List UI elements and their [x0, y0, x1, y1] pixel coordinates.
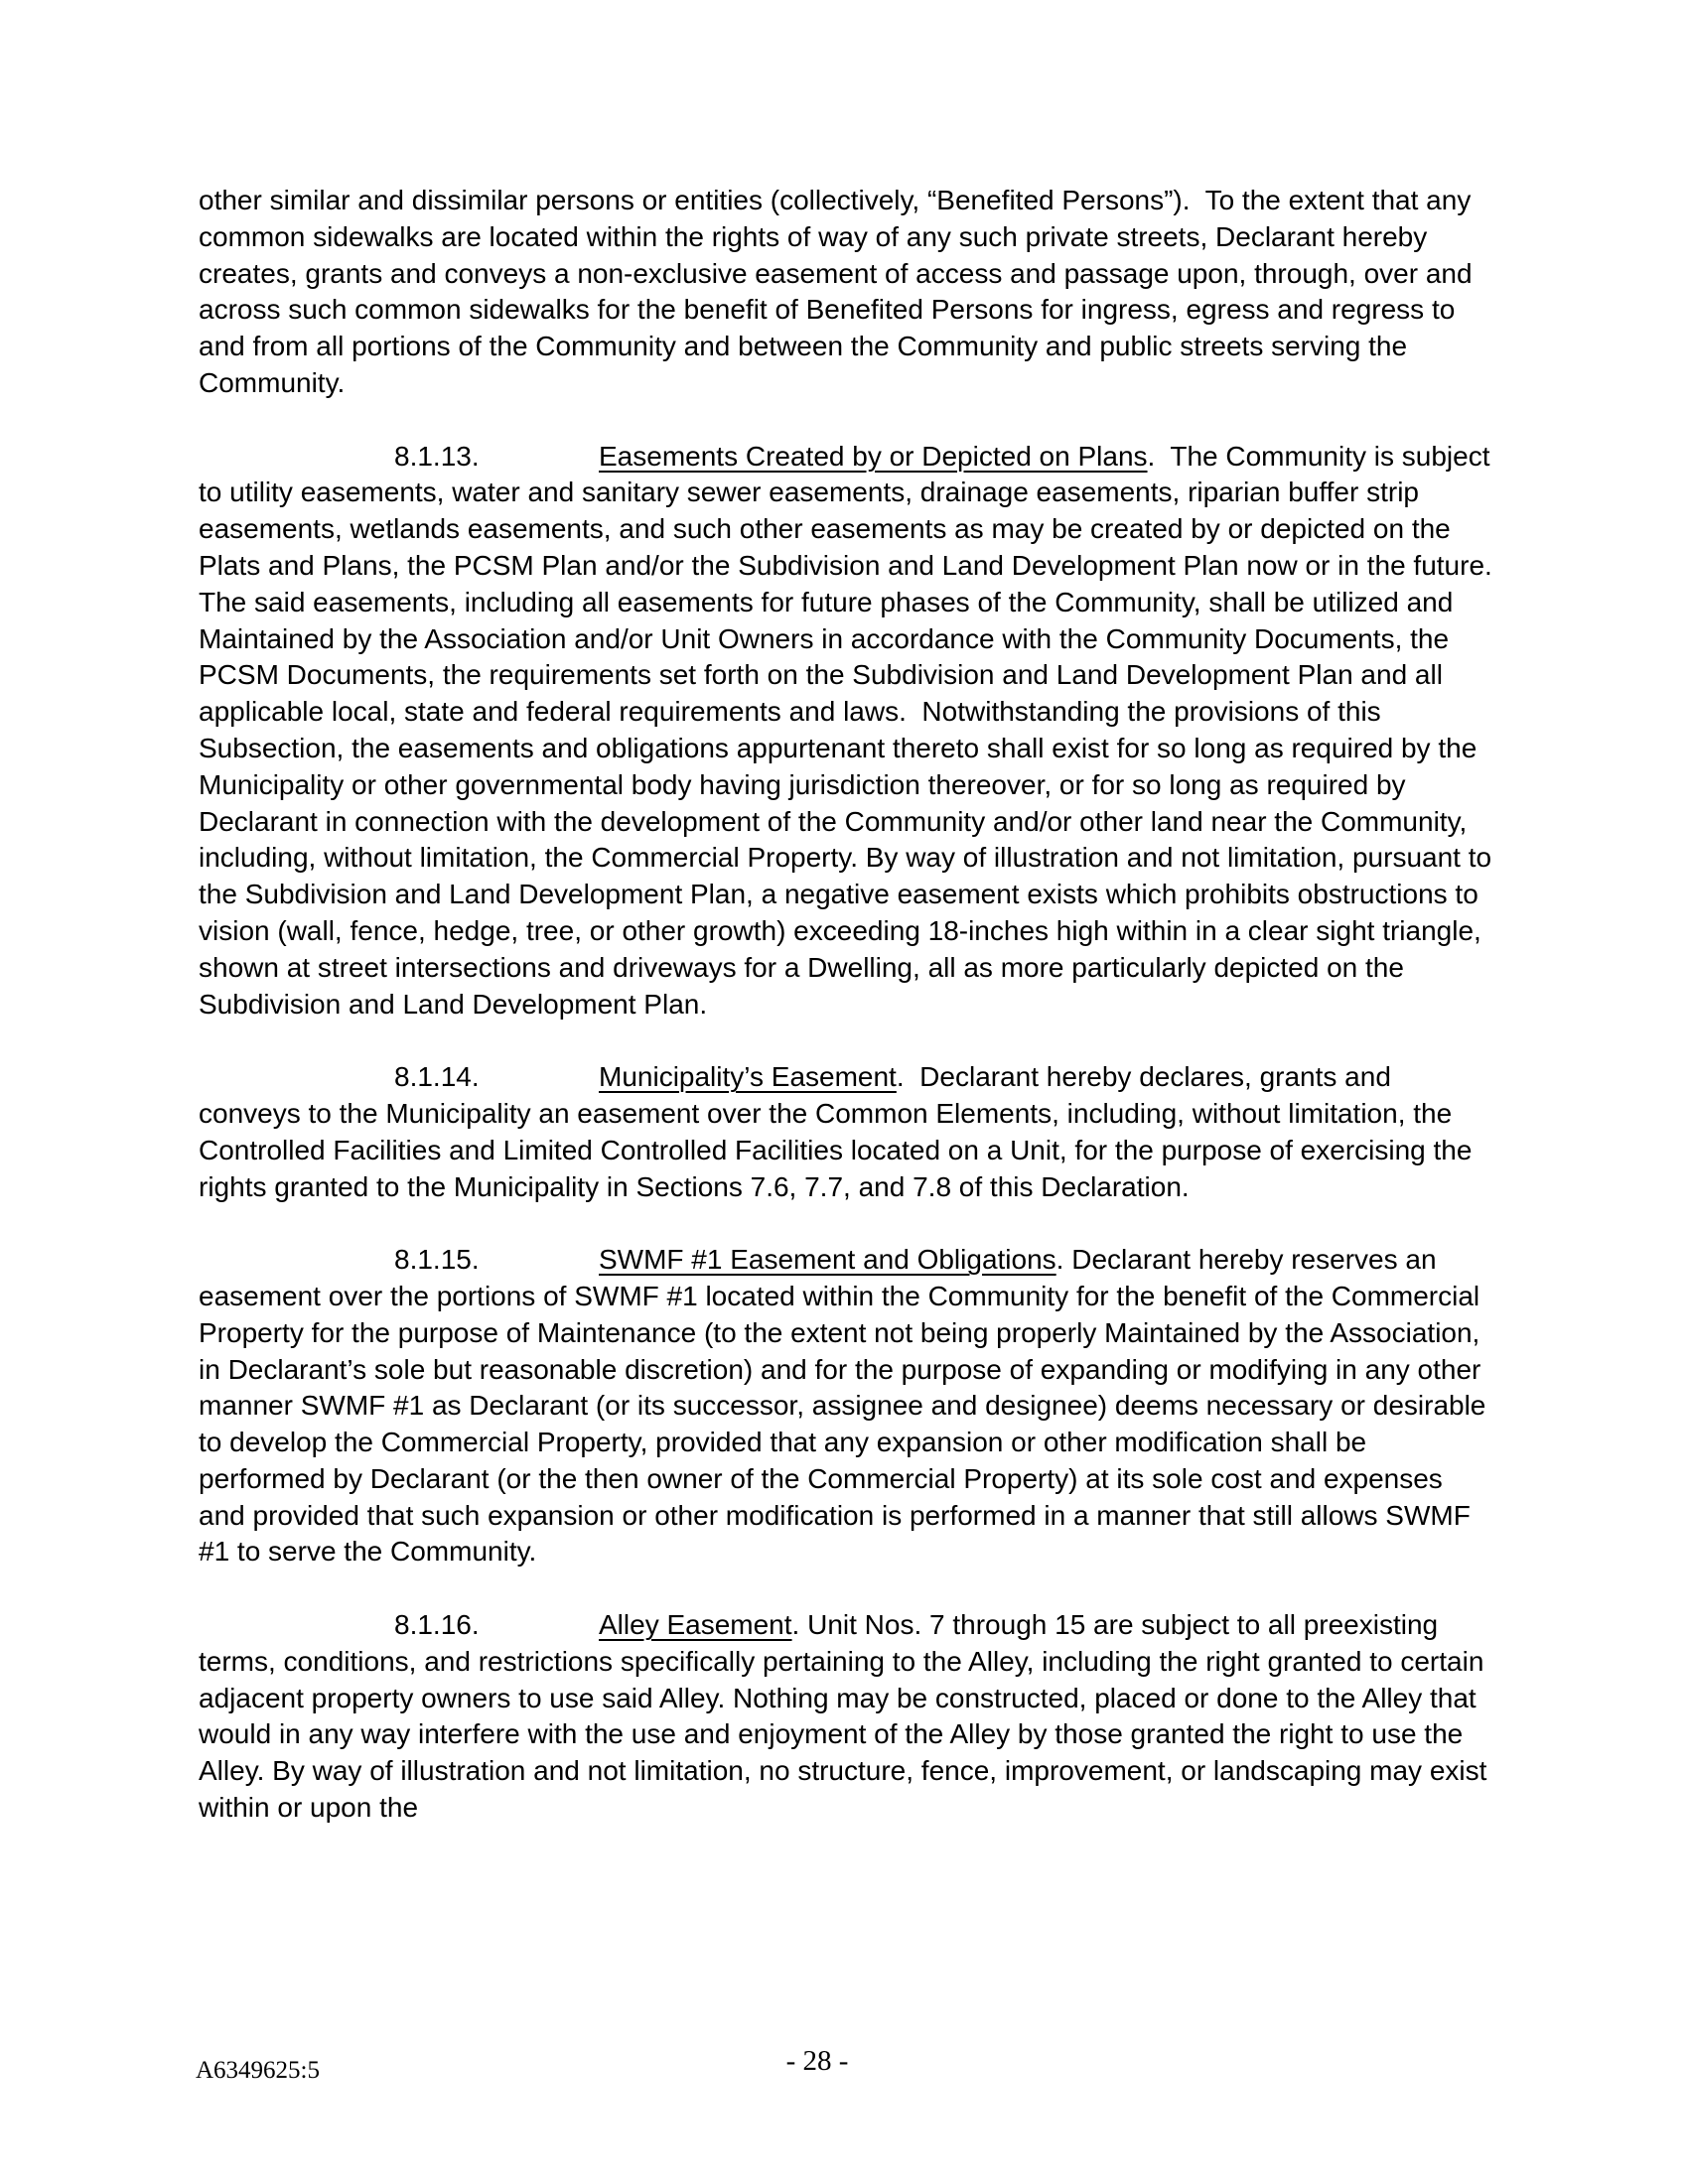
paragraph-text: . Unit Nos. 7 through 15 are subject to all preexisting terms, conditions, and restrictions specifically pertaining to the Alley, including the right granted to certain adjacent property owners to use said Alley. Nothing may be constructed, placed or done to the Alley that would in any way interfere with the use and enjoyment of the Alley by those granted the right to use the Alley. By way of illustration and not limitation, no structure, fence, improvement, or landscaping may exist within or upon the	[199, 1609, 1495, 1824]
section-heading: SWMF #1 Easement and Obligations	[599, 1244, 1056, 1276]
footer-document-id: A6349625:5	[196, 2057, 320, 2084]
section-paragraph	[199, 1607, 1495, 1827]
paragraph-text: . The Community is subject to utility easements, water and sanitary sewer easements, drainage easements, riparian buffer strip easements, wetlands easements, and such other easements as may be created by or depicted on the Plats and Plans, the PCSM Plan and/or the Subdivision and Land Development Plan now or in the future. The said easements, including all easements for future phases of the Community, shall be utilized and Maintained by the Association and/or Unit Owners in accordance with the Community Documents, the PCSM Documents, the requirements set forth on the Subdivision and Land Development Plan and all applicable local, state and federal requirements and laws. Notwithstanding the provisions of this Subsection, the easements and obligations appurtenant thereto shall exist for so long as required by the Municipality or other governmental body having jurisdiction thereover, or for so long as required by Declarant in connection with the development of the Community and/or other land near the Community, including, without limitation, the Commercial Property. By way of illustration and not limitation, pursuant to the Subdivision and Land Development Plan, a negative easement exists which prohibits obstructions to vision (wall, fence, hedge, tree, or other growth) exceeding 18-inches high within in a clear sight triangle, shown at street intersections and driveways for a Dwelling, all as more particularly depicted on the Subdivision and Land Development Plan.	[199, 440, 1507, 1020]
document-body	[199, 183, 1507, 1827]
section-number: 8.1.15.	[394, 1244, 480, 1276]
section-number: 8.1.13.	[394, 440, 480, 472]
section-heading: Easements Created by or Depicted on Plans	[599, 440, 1148, 472]
footer-page-number: - 28 -	[785, 2045, 849, 2077]
section-paragraph	[199, 439, 1507, 1024]
paragraph-text: other similar and dissimilar persons or entities (collectively, “Benefited Persons”). To the extent that any common sidewalks are located within the rights of way of any such private streets, Declarant hereby creates, grants and conveys a non-exclusive easement of access and passage upon, through, over and across such common sidewalks for the benefit of Benefited Persons for ingress, egress and regress to and from all portions of the Community and between the Community and public streets serving the Community.	[199, 185, 1480, 398]
section-number: 8.1.14.	[394, 1061, 480, 1093]
section-number: 8.1.16.	[394, 1609, 480, 1641]
paragraph	[199, 183, 1492, 402]
section-paragraph	[199, 1059, 1492, 1205]
section-paragraph	[199, 1242, 1492, 1570]
section-heading: Municipality’s Easement	[599, 1061, 897, 1093]
paragraph-text: . Declarant hereby declares, grants and conveys to the Municipality an easement over the Common Elements, including, without limitation, the Controlled Facilities and Limited Controlled Facilities located on a Unit, for the purpose of exercising the rights granted to the Municipality in Sections 7.6, 7.7, and 7.8 of this Declaration.	[199, 1061, 1480, 1202]
paragraph-text: . Declarant hereby reserves an easement over the portions of SWMF #1 located within the Community for the benefit of the Commercial Property for the purpose of Maintenance (to the extent not being properly Maintained by the Association, in Declarant’s sole but reasonable discretion) and for the purpose of expanding or modifying in any other manner SWMF #1 as Declarant (or its successor, assignee and designee) deems necessary or desirable to develop the Commercial Property, provided that any expansion or other modification shall be performed by Declarant (or the then owner of the Commercial Property) at its sole cost and expenses and provided that such expansion or other modification is performed in a manner that still allows SWMF #1 to serve the Community.	[199, 1244, 1494, 1568]
section-heading: Alley Easement	[599, 1609, 792, 1641]
